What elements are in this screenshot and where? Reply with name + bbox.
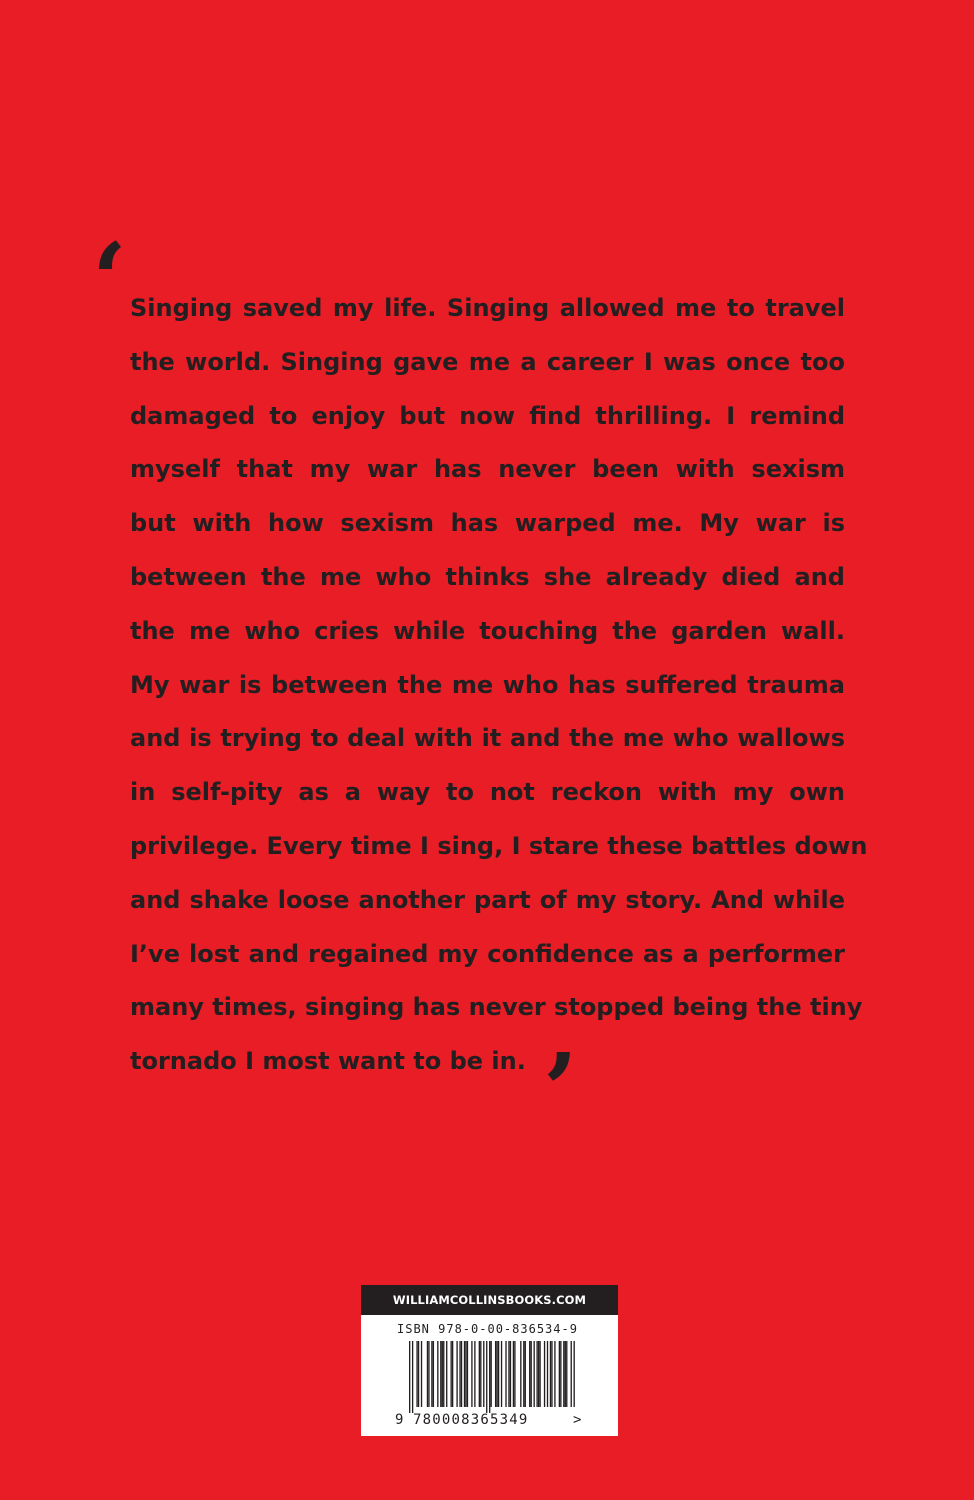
blurb-line: in self-pity as a way to not reckon with my own <box>130 778 845 807</box>
blurb-line: and shake loose another part of my story. And while <box>130 885 845 914</box>
barcode-bar <box>446 1341 447 1407</box>
barcode-bar <box>461 1341 462 1407</box>
barcode-bar <box>544 1341 545 1407</box>
blurb-line: and is trying to deal with it and the me who wallows <box>130 724 845 753</box>
barcode-bar <box>412 1341 413 1413</box>
barcode-bar <box>566 1341 567 1407</box>
barcode-bar <box>452 1341 453 1407</box>
barcode-bar <box>451 1341 452 1407</box>
blurb-line: but with how sexism has warped me. My war is <box>130 509 845 538</box>
blurb-line: myself that my war has never been with sexism <box>130 455 845 484</box>
barcode-bar <box>418 1341 419 1407</box>
barcode-bar <box>459 1341 460 1407</box>
blurb-line: My war is between the me who has suffered trauma <box>130 670 845 699</box>
barcode-bar <box>498 1341 499 1407</box>
barcode-bar <box>467 1341 468 1407</box>
barcode-bar <box>489 1341 490 1413</box>
barcode-bar <box>501 1341 502 1407</box>
barcode-bar <box>491 1341 492 1407</box>
barcode-bar <box>520 1341 521 1407</box>
barcode-bar <box>514 1341 515 1407</box>
barcode-bar <box>431 1341 432 1407</box>
barcode-bar <box>483 1341 484 1407</box>
barcode-bar <box>479 1341 480 1407</box>
blurb-line: many times, singing has never stopped being the tiny <box>130 993 863 1022</box>
blurb-line: tornado I most want to be in. <box>130 1047 526 1076</box>
barcode-bar <box>471 1341 472 1407</box>
barcode-bar <box>547 1341 548 1407</box>
barcode-bar <box>538 1341 539 1407</box>
barcode-bar <box>559 1341 560 1407</box>
barcode-bar <box>433 1341 434 1407</box>
barcode-bar <box>440 1341 441 1407</box>
blurb-line: between the me who thinks she already died and <box>130 562 845 591</box>
barcode-bar <box>529 1341 530 1407</box>
blurb-line: privilege. Every time I sing, I stare these battles down <box>130 831 868 860</box>
barcode-bar <box>536 1341 537 1407</box>
barcode-bar <box>409 1341 410 1413</box>
back-cover-blurb <box>130 282 868 1089</box>
barcode-bar <box>416 1341 417 1407</box>
opening-quote-mark: ‘ <box>92 221 127 339</box>
barcode-bar <box>551 1341 552 1407</box>
barcode-bar <box>496 1341 497 1407</box>
barcode-bar <box>571 1341 572 1407</box>
barcode-bar <box>427 1341 428 1407</box>
barcode-bar <box>523 1341 524 1407</box>
barcode-bar <box>437 1341 438 1407</box>
barcode-bar <box>505 1341 506 1407</box>
barcode-bar <box>531 1341 532 1407</box>
barcode-bar <box>456 1341 457 1407</box>
closing-quote-mark: ’ <box>543 1031 578 1149</box>
barcode-bar <box>565 1341 566 1407</box>
isbn-number: ISBN 978-0-00-836534-9 <box>397 1322 578 1336</box>
barcode-end-mark: > <box>573 1412 582 1428</box>
blurb-line: the me who cries while touching the garden wall. <box>130 616 845 645</box>
barcode-bar <box>428 1341 429 1407</box>
barcode-bar <box>486 1341 487 1413</box>
blurb-line: I’ve lost and regained my confidence as a performer <box>130 939 845 968</box>
publisher-url: WILLIAMCOLLINSBOOKS.COM <box>361 1285 618 1315</box>
barcode-bar <box>574 1341 575 1407</box>
barcode-bar <box>464 1341 465 1407</box>
barcode-bar <box>480 1341 481 1407</box>
barcode-bar <box>443 1341 444 1407</box>
barcode-bar <box>554 1341 555 1407</box>
barcode-bar <box>560 1341 561 1407</box>
barcode-bar <box>513 1341 514 1407</box>
barcode-bar <box>465 1341 466 1407</box>
blurb-line: the world. Singing gave me a career I was once too <box>130 347 845 376</box>
barcode-bar <box>421 1341 422 1407</box>
blurb-line: Singing saved my life. Singing allowed me to travel <box>130 294 845 322</box>
barcode-bar <box>495 1341 496 1407</box>
barcode-bar <box>563 1341 564 1407</box>
barcode-image <box>409 1341 575 1413</box>
barcode-bar <box>534 1341 535 1407</box>
barcode-bar <box>525 1341 526 1407</box>
barcode-panel <box>361 1285 618 1436</box>
blurb-line: damaged to enjoy but now find thrilling. I remind <box>130 401 845 430</box>
barcode-lead-digit: 9 <box>395 1412 404 1428</box>
barcode-bar <box>442 1341 443 1407</box>
barcode-bar <box>550 1341 551 1407</box>
barcode-bar <box>508 1341 509 1407</box>
barcode-digits: 780008365349 <box>413 1412 529 1428</box>
barcode-bar <box>510 1341 511 1407</box>
barcode-bar <box>474 1341 475 1407</box>
barcode-bar <box>539 1341 540 1407</box>
